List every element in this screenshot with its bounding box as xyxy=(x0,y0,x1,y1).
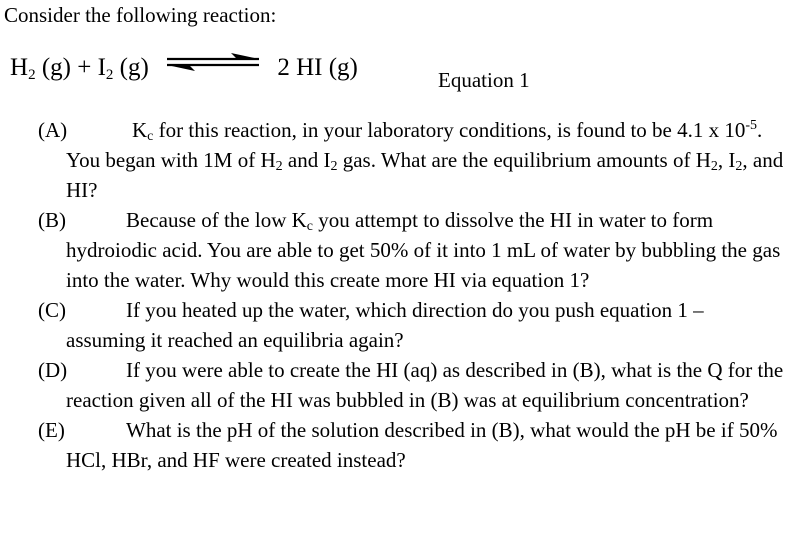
chemical-equation xyxy=(10,54,358,84)
question-c: (C) If you heated up the water, which direction do you push equation 1 – assuming it reached an equilibria again? xyxy=(38,295,784,355)
reactant-h2: $H_2$ xyxy=(10,54,36,83)
question-c-letter: (C) xyxy=(38,298,66,322)
question-b-letter: (B) xyxy=(38,208,66,232)
reactant-h2-state: (g) xyxy=(41,54,71,81)
question-e: (E) What is the pH of the solution described in (B), what would the pH be if 50% HCl, HBr, and HF were created instead? xyxy=(38,415,784,475)
plus-sign: + xyxy=(77,54,92,81)
question-a: (A) $K_c$ for this reaction, in your laboratory conditions, is found to be 4.1 x $10^{-5}$. You began with 1M of $H_2$ and $I_2$ gas. What are the equilibrium amounts of $H_2$, $I_2$, and HI? xyxy=(38,111,784,205)
reactant-i2-state: (g) xyxy=(119,54,149,81)
equation-label: Equation 1 xyxy=(438,68,530,92)
reactant-i2: $I_2$ xyxy=(97,54,114,83)
equilibrium-arrows-icon xyxy=(165,51,261,79)
question-a-letter: (A) xyxy=(38,118,68,142)
intro-text: Consider the following reaction: xyxy=(4,3,277,27)
product-hi: 2 HI (g) xyxy=(277,54,358,81)
question-d-letter: (D) xyxy=(38,358,68,382)
question-e-letter: (E) xyxy=(38,418,65,442)
question-list xyxy=(38,111,784,475)
question-b: (B) Because of the low $K_c$ you attempt to dissolve the HI in water to form hydroiodic acid. You are able to get 50% of it into 1 mL of water by bubbling the gas into the water. Why would this create more HI via equation 1? xyxy=(38,205,784,295)
question-d: (D) If you were able to create the HI (aq) as described in (B), what is the Q for the reaction given all of the HI was bubbled in (B) was at equilibrium concentration? xyxy=(38,355,784,415)
